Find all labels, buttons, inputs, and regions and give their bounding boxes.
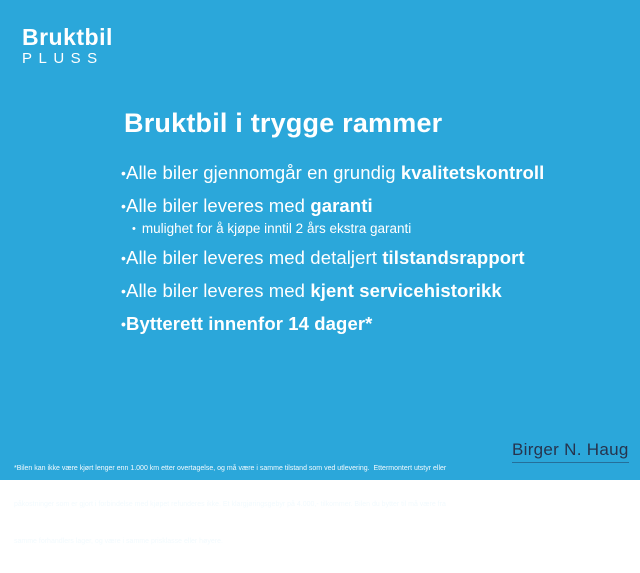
bullet-text-bold: Bytterett innenfor 14 dager* [126,313,373,334]
fine-print-line: påkostninger som er gjort i forbindelse med kjøpet refunderes ikke. Et klargjøringsgebyr på 4.000,- tilkommer. Bilen du bytter til må være fra [14,501,446,509]
bullet-icon: • [121,198,127,214]
fine-print-disclaimer [14,438,446,573]
fine-print-line: samme forhandlers lager, og være i samme prisklasse eller høyere. [14,538,223,546]
bullet-bytterett [121,313,372,335]
bullet-servicehistorikk [121,280,502,302]
bullet-icon: • [121,165,127,181]
bullet-text-bold: kvalitetskontroll [400,162,545,183]
bullet-text-bold: tilstandsrapport [382,247,525,268]
bullet-text-bold: kjent servicehistorikk [310,280,502,301]
bullet-icon: • [121,316,127,332]
bullet-text: Alle biler gjennomgår en grundig [126,162,401,183]
birger-n-haug-logo: Birger N. Haug [512,440,629,463]
fine-print-line: *Bilen kan ikke være kjørt lenger enn 1.000 km etter overtagelse, og må være i samme tilstand som ved utlevering. Ettermontert utstyr eller [14,464,447,472]
brand-subname: PLUSS [22,50,104,67]
sub-bullet-text: mulighet for å kjøpe inntil 2 års ekstra garanti [141,221,412,236]
bullet-tilstandsrapport [121,247,525,269]
bullet-icon: • [121,283,127,299]
bullet-garanti [121,195,373,217]
bruktbil-pluss-logo [22,26,113,67]
sub-bullet-ekstra-garanti [132,221,411,236]
brand-name: Bruktbil [22,24,113,50]
page-title: Bruktbil i trygge rammer [124,108,443,138]
bullet-text: Alle biler leveres med [126,280,311,301]
bullet-text: Alle biler leveres med [126,195,311,216]
bullet-text-bold: garanti [310,195,373,216]
bullet-icon: • [132,223,136,235]
bullet-kvalitetskontroll [121,162,544,184]
bullet-icon: • [121,250,127,266]
bullet-text: Alle biler leveres med detaljert [126,247,383,268]
